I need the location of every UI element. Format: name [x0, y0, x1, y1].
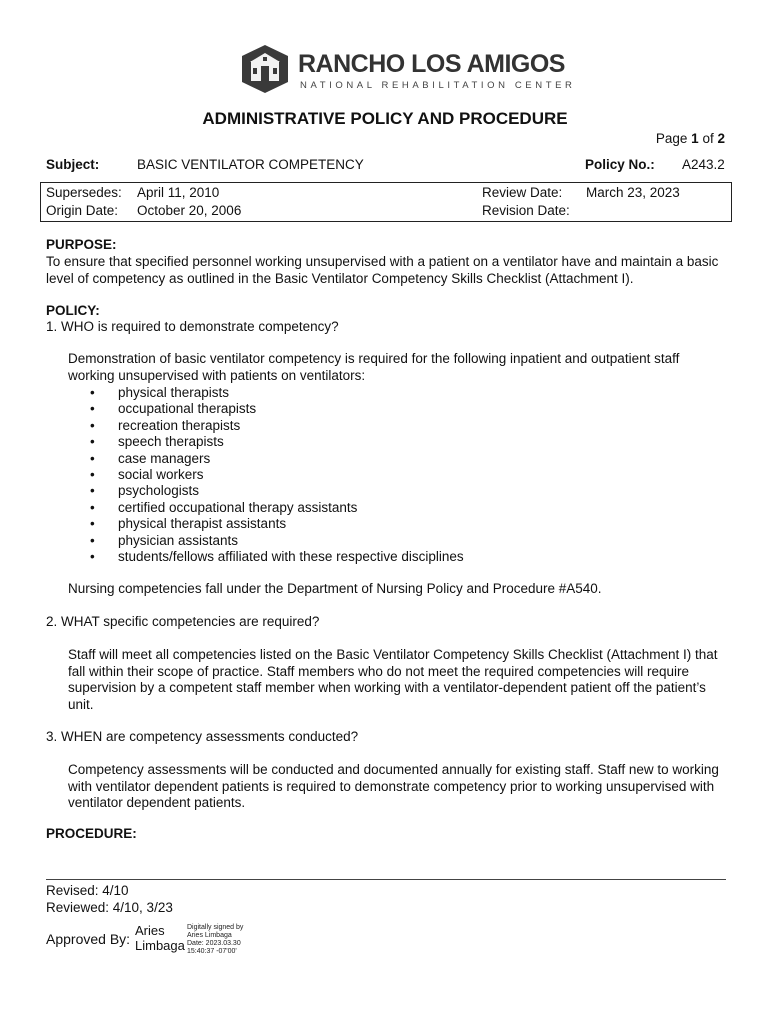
origin-date-value: October 20, 2006	[137, 203, 242, 218]
policy-q1-note: Nursing competencies fall under the Department of Nursing Policy and Procedure #A540.	[68, 581, 602, 596]
list-item	[68, 418, 728, 434]
document-title: ADMINISTRATIVE POLICY AND PROCEDURE	[202, 109, 568, 128]
list-item-label: speech therapists	[118, 434, 224, 450]
signer-name	[135, 923, 185, 953]
footer-divider	[46, 879, 726, 880]
origin-date-label: Origin Date:	[46, 203, 119, 218]
logo-subtitle: NATIONAL REHABILITATION CENTER	[300, 80, 576, 91]
bullet-icon: •	[90, 499, 95, 515]
bullet-icon: •	[90, 483, 95, 499]
digital-signature-stamp	[187, 924, 243, 956]
policy-q3-text: Competency assessments will be conducted and documented annually for existing staff. Staff new to working with ventilator dependent patients is required to demonstrate competency prior to working unsupervised with ventilator dependent patients.	[68, 762, 719, 810]
list-item-label: students/fellows affiliated with these respective disciplines	[118, 548, 464, 564]
signer-last-name: Limbaga	[135, 938, 185, 953]
bullet-icon: •	[90, 450, 95, 466]
supersedes-value: April 11, 2010	[137, 185, 220, 200]
list-item	[68, 385, 728, 401]
page-total: 2	[717, 131, 725, 146]
procedure-heading: PROCEDURE:	[46, 826, 137, 841]
list-item	[68, 451, 728, 467]
list-item-label: physical therapists	[118, 385, 230, 400]
bullet-icon: •	[90, 417, 95, 433]
policy-question-3: 3. WHEN are competency assessments conducted?	[46, 729, 359, 744]
policy-question-1: 1. WHO is required to demonstrate competency?	[46, 319, 339, 334]
approved-by-label: Approved By:	[46, 931, 131, 947]
list-item	[68, 549, 728, 565]
revision-date-label: Revision Date:	[482, 203, 570, 218]
subject-value: BASIC VENTILATOR COMPETENCY	[137, 157, 364, 172]
rancho-building-icon	[240, 44, 290, 94]
signature-line-2: Aries Limbaga	[187, 932, 232, 939]
review-date-value: March 23, 2023	[586, 185, 680, 200]
staff-list	[68, 385, 728, 565]
list-item	[68, 467, 728, 483]
review-date-label: Review Date:	[482, 185, 563, 200]
list-item	[68, 434, 728, 450]
bullet-icon: •	[90, 466, 95, 482]
list-item-label: social workers	[118, 466, 204, 482]
list-item	[68, 516, 728, 532]
list-item-label: occupational therapists	[118, 401, 257, 417]
signature-line-1: Digitally signed by	[187, 924, 244, 931]
list-item-label: psychologists	[118, 483, 200, 499]
page-of: of	[702, 131, 714, 146]
page-indicator	[656, 131, 725, 146]
policy-q1-intro: Demonstration of basic ventilator competency is required for the following inpatient and outpatient staff working unsupervised with patients on ventilators:	[68, 351, 680, 383]
bullet-icon: •	[90, 434, 95, 450]
purpose-text: To ensure that specified personnel working unsupervised with a patient on a ventilator have and maintain a basic level of competency as outlined in the Basic Ventilator Competency Skills Checklist (Attachment I).	[46, 254, 719, 286]
list-item	[68, 401, 728, 417]
list-item	[68, 483, 728, 499]
list-item-label: case managers	[118, 450, 211, 466]
logo-name: RANCHO LOS AMIGOS	[298, 50, 565, 78]
subject-label: Subject:	[46, 157, 100, 172]
list-item-label: recreation therapists	[118, 417, 241, 433]
signer-first-name: Aries	[135, 923, 165, 938]
bullet-icon: •	[90, 516, 95, 532]
reviewed-dates: Reviewed: 4/10, 3/23	[46, 900, 173, 915]
revised-date: Revised: 4/10	[46, 883, 129, 898]
page-number: 1	[691, 131, 699, 146]
policy-q2-text: Staff will meet all competencies listed on the Basic Ventilator Competency Skills Checklist (Attachment I) that fall within their scope of practice. Staff members who do not meet the required competencies will require supervision by a competent staff member when working with a ventilator-dependent patient off the patient’s unit.	[68, 647, 718, 712]
policy-heading: POLICY:	[46, 303, 100, 318]
policy-number-value: A243.2	[682, 157, 725, 172]
policy-number-label: Policy No.:	[585, 157, 655, 172]
bullet-icon: •	[90, 532, 95, 548]
bullet-icon: •	[90, 401, 95, 417]
list-item	[68, 533, 728, 549]
policy-question-2: 2. WHAT specific competencies are required?	[46, 614, 320, 629]
list-item-label: certified occupational therapy assistants	[118, 499, 358, 515]
purpose-heading: PURPOSE:	[46, 237, 117, 252]
logo	[240, 44, 576, 96]
bullet-icon: •	[90, 385, 95, 400]
page-prefix: Page	[655, 131, 688, 146]
supersedes-label: Supersedes:	[46, 185, 122, 200]
signature-line-4: 15:40:37 -07'00'	[187, 948, 237, 955]
signature-line-3: Date: 2023.03.30	[187, 940, 241, 947]
bullet-icon: •	[90, 548, 95, 564]
list-item	[68, 500, 728, 516]
list-item-label: physician assistants	[118, 532, 239, 548]
info-box	[40, 182, 732, 222]
list-item-label: physical therapist assistants	[118, 516, 287, 532]
